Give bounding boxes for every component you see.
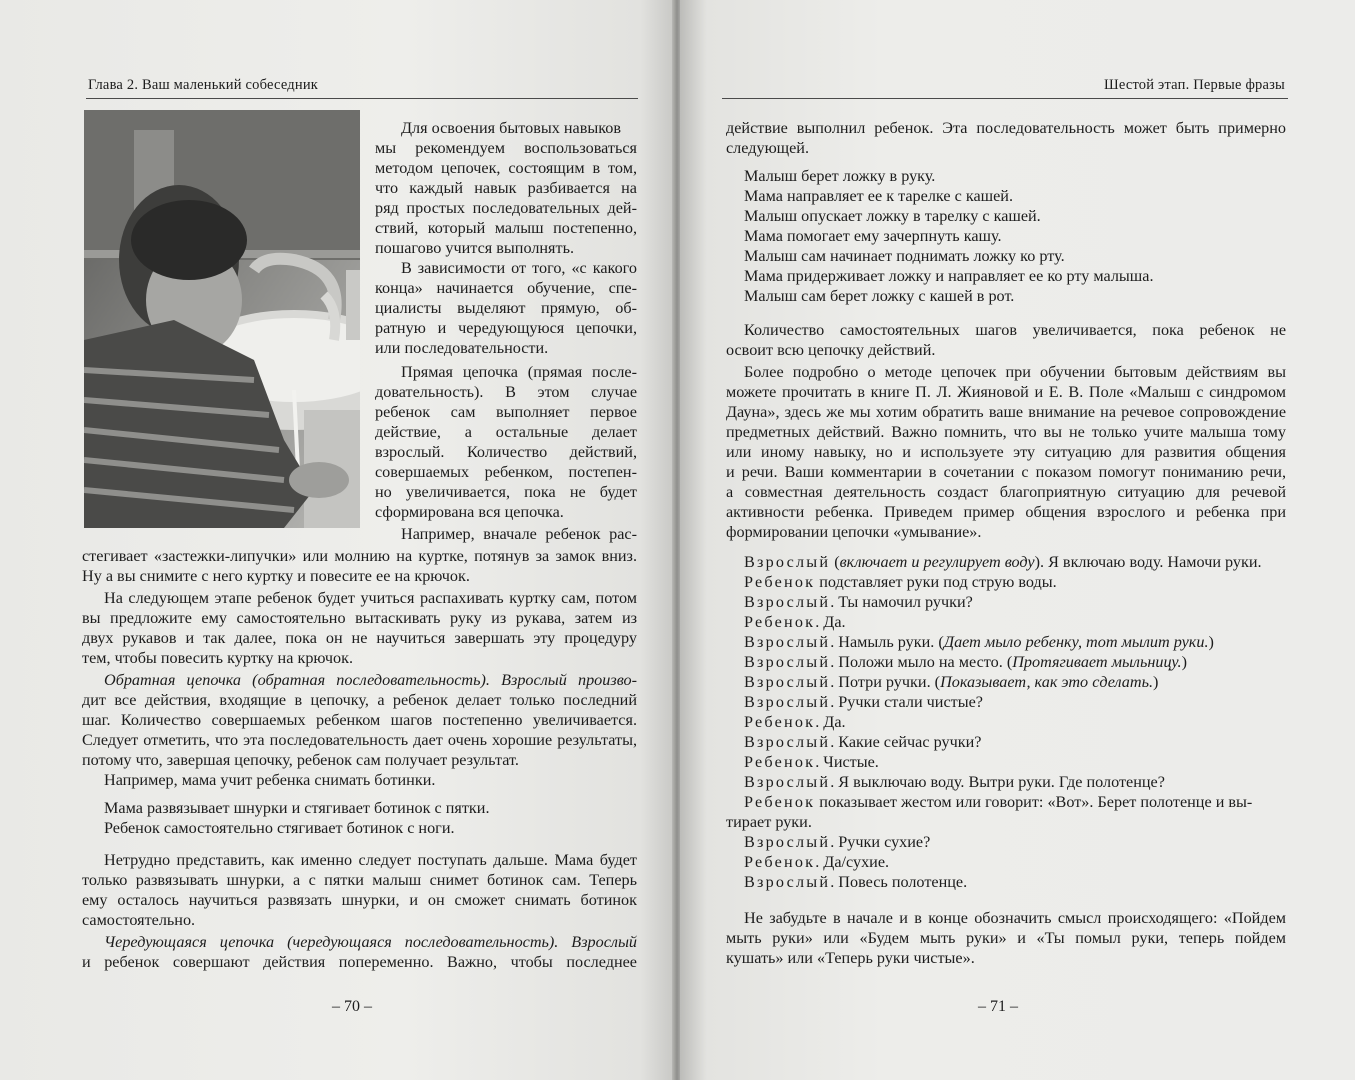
photo-illustration	[84, 110, 360, 528]
dialogue-line: Взрослый (включает и регулирует воду). Я включаю воду. Намочи руки.	[744, 553, 1262, 571]
text-line: ряд простых последовательных дей-	[375, 199, 637, 217]
text-line: конца» начинается обучение, спе-	[375, 279, 637, 297]
utterance: Да/сухие.	[823, 853, 890, 871]
text-line: Дауна», здесь же мы хотим обратить ваше внимание на речевое сопровождение	[726, 403, 1286, 421]
text-line: но увеличивается, пока не будет	[375, 483, 637, 501]
utterance: подставляет руки под струю воды.	[819, 573, 1057, 591]
text-line: Чередующаяся цепочка (чередующаяся последовательность). Взрослый	[104, 933, 637, 951]
dialogue-line: Взрослый. Ручки стали чистые?	[744, 693, 983, 711]
text-line: шаг. Количество совершаемых ребенком шагов постепенно увеличивается.	[82, 711, 637, 729]
dialogue-line: Взрослый. Намыль руки. (Дает мыло ребенку, тот мылит руки.)	[744, 633, 1214, 651]
utterance: Да.	[823, 613, 846, 631]
utterance: Ты намочил ручки?	[838, 593, 973, 611]
dialogue-line: Взрослый. Ручки сухие?	[744, 833, 931, 851]
dialogue-line: Ребенок. Да.	[744, 613, 846, 631]
page-number-right: – 71 –	[978, 998, 1018, 1015]
text-line: вы предложите ему самостоятельно вытаскивать руку из рукава, затем из	[82, 609, 637, 627]
text-line: стегивает «застежки-липучки» или молнию на куртке, потянув за замок вниз.	[82, 547, 637, 565]
dialogue-line: Взрослый. Ты намочил ручки?	[744, 593, 973, 611]
utterance: Повесь полотенце.	[838, 873, 968, 891]
text-line: мыть руки» или «Будем мыть руки» и «Ты помыл руки, теперь пойдем	[726, 929, 1286, 947]
dialogue-line: Взрослый. Повесь полотенце.	[744, 873, 968, 891]
dialogue-line: тирает руки.	[726, 813, 812, 831]
text-line: взрослый. Количество действий,	[375, 443, 637, 461]
text-line: кушать» или «Теперь руки чистые».	[726, 949, 975, 967]
text-line: действие выполнил ребенок. Эта последовательность может быть примерно	[726, 119, 1286, 137]
text-line: и ребенок совершают действия попеременно. Важно, чтобы последнее	[82, 953, 637, 971]
text-line: В зависимости от того, «с какого	[401, 259, 637, 277]
text-line: пошагово учится выполнять.	[375, 239, 575, 257]
utterance: Ручки стали чистые?	[838, 693, 983, 711]
header-rule-left	[86, 98, 638, 99]
text-line: Например, мама учит ребенка снимать ботинки.	[104, 771, 436, 789]
speaker-adult: Взрослый	[744, 733, 831, 751]
dialogue-line: Взрослый. Положи мыло на место. (Протягивает мыльницу.)	[744, 653, 1187, 671]
text-line: методом цепочек, состоящим в том,	[375, 159, 637, 177]
text-line: Обратная цепочка (обратная последовательность). Взрослый произво-	[104, 671, 637, 689]
speaker-adult: Взрослый	[744, 653, 831, 671]
dialogue-line: Взрослый. Какие сейчас ручки?	[744, 733, 982, 751]
text-line: или последовательности.	[375, 339, 549, 357]
text-line: Ну а вы снимите с него куртку и повесите ее на крючок.	[82, 567, 470, 585]
text-line: Не забудьте в начале и в конце обозначить смысл происходящего: «Пойдем	[744, 909, 1286, 927]
left-page	[0, 0, 674, 1080]
text-line: действие, а остальные делает	[375, 423, 637, 441]
right-page	[680, 0, 1355, 1080]
speaker-child: Ребенок	[744, 793, 816, 811]
text-line: ствий, который малыш постепенно,	[375, 219, 637, 237]
stage-direction: Дает мыло ребенку, тот мылит руки.	[943, 633, 1209, 651]
speaker-adult: Взрослый	[744, 773, 831, 791]
page-number-left: – 70 –	[332, 998, 372, 1015]
text-line: и речи. Ваши комментарии в сочетании с показом помогут пониманию речи,	[726, 463, 1286, 481]
text-line: Мама развязывает шнурки и стягивает ботинок с пятки.	[104, 799, 490, 817]
speaker-adult: Взрослый	[744, 593, 831, 611]
text-line: Малыш берет ложку в руку.	[744, 167, 936, 185]
dialogue-line	[744, 792, 1252, 812]
text-line: а совместная деятельность создаст благоприятную ситуацию для речевой	[726, 483, 1286, 501]
dialogue-line: Ребенок. Чистые.	[744, 753, 879, 771]
text-line: Прямая цепочка (прямая после-	[401, 363, 637, 381]
text-line: следующей.	[726, 139, 810, 157]
text-line: Нетрудно представить, как именно следует поступать дальше. Мама будет	[104, 851, 637, 869]
text-line: тем, чтобы повесить куртку на крючок.	[82, 649, 354, 667]
utterance: показывает жестом или говорит: «Вот». Берет полотенце и вы-	[819, 793, 1253, 811]
speaker-adult: Взрослый	[744, 693, 831, 711]
text-line: можете прочитать в книге П. Л. Жияновой и Е. В. Поле «Малыш с синдромом	[726, 383, 1286, 401]
header-rule-right	[722, 98, 1288, 99]
text-line: Малыш сам начинает поднимать ложку ко рту.	[744, 247, 1065, 265]
running-head-right: Шестой этап. Первые фразы	[1104, 77, 1285, 93]
text-line: сформирована вся цепочка.	[375, 503, 564, 521]
text-line: дит все действия, входящие в цепочку, а ребенок делает только последний	[82, 691, 637, 709]
utterance: Потри ручки.	[838, 673, 931, 691]
running-head-left: Глава 2. Ваш маленький собеседник	[88, 77, 319, 93]
text-line: самостоятельно.	[82, 911, 196, 929]
speaker-child: Ребенок	[744, 573, 816, 591]
utterance: Чистые.	[823, 753, 879, 771]
utterance: Да.	[823, 713, 846, 731]
text-line: или иному навыку, но и используете эту ситуацию для развития общения	[726, 443, 1286, 461]
utterance: Намыль руки.	[838, 633, 935, 651]
text-line: Мама помогает ему зачерпнуть кашу.	[744, 227, 1002, 245]
text-line: мы рекомендуем воспользоваться	[375, 139, 637, 157]
speaker-adult: Взрослый	[744, 673, 831, 691]
text-line: Мама направляет ее к тарелке с кашей.	[744, 187, 1014, 205]
text-line: ратную и чередующуюся цепочки,	[375, 319, 637, 337]
text-line: Например, вначале ребенок рас-	[401, 525, 637, 543]
stage-direction: Показывает, как это сделать.	[940, 673, 1153, 691]
text-line: освоит всю цепочку действий.	[726, 341, 936, 359]
dialogue-line: Ребенок. Да.	[744, 713, 846, 731]
speaker-adult: Взрослый	[744, 553, 831, 571]
text-line: Количество самостоятельных шагов увеличивается, пока ребенок не	[744, 321, 1286, 339]
text-line: активности ребенка. Приведем пример общения взрослого и ребенка при	[726, 503, 1286, 521]
text-line: предметных действий. Важно помнить, что вы не только учите малыша тому	[726, 423, 1286, 441]
dialogue-line: Взрослый. Я выключаю воду. Вытри руки. Где полотенце?	[744, 773, 1165, 791]
text-line: Мама придерживает ложку и направляет ее ко рту малыша.	[744, 267, 1154, 285]
dialogue-line: Ребенок. Да/сухие.	[744, 853, 890, 871]
stage-direction: включает и регулирует воду	[839, 553, 1035, 571]
speaker-child: Ребенок	[744, 753, 816, 771]
text-line: Для освоения бытовых навыков	[401, 119, 621, 137]
text-line: Малыш опускает ложку в тарелку с кашей.	[744, 207, 1041, 225]
text-line: двух рукавов и так далее, пока он не научиться завершать эту процедуру	[82, 629, 637, 647]
speaker-child: Ребенок	[744, 713, 816, 731]
text-line: циалисты выделяют прямую, об-	[375, 299, 637, 317]
text-line: На следующем этапе ребенок будет учиться распахивать куртку сам, потом	[104, 589, 637, 607]
speaker-adult: Взрослый	[744, 833, 831, 851]
utterance: Ручки сухие?	[838, 833, 931, 851]
speaker-child: Ребенок	[744, 613, 816, 631]
text-line: ему осталось научиться развязать шнурки, и он сможет снимать ботинок	[82, 891, 637, 909]
utterance: Какие сейчас ручки?	[838, 733, 982, 751]
text-line: Следует отметить, что эта последовательность дает очень хорошие результаты,	[82, 731, 637, 749]
speaker-child: Ребенок	[744, 853, 816, 871]
utterance: Я выключаю воду. Вытри руки. Где полотенце?	[838, 773, 1165, 791]
speaker-adult: Взрослый	[744, 873, 831, 891]
utterance: Я включаю воду. Намочи руки.	[1048, 553, 1262, 571]
text-line: формировании цепочки «умывание».	[726, 523, 982, 541]
text-line: Малыш сам берет ложку с кашей в рот.	[744, 287, 1015, 305]
utterance: Положи мыло на место.	[838, 653, 1003, 671]
text-line: совершаемых ребенком, постепен-	[375, 463, 637, 481]
text-line: Более подробно о методе цепочек при обучении бытовым действиям вы	[744, 363, 1286, 381]
dialogue-line	[744, 572, 1057, 592]
speaker-adult: Взрослый	[744, 633, 831, 651]
text-line: довательность). В этом случае	[375, 383, 637, 401]
text-line: только развязывать шнурки, а с пятки малыш снимет ботинок сам. Теперь	[82, 871, 637, 889]
text-line: Ребенок самостоятельно стягивает ботинок с ноги.	[104, 819, 455, 837]
dialogue-line: Взрослый. Потри ручки. (Показывает, как это сделать.)	[744, 673, 1159, 691]
text-line: ребенок сам выполняет первое	[375, 403, 637, 421]
text-line: потому что, завершая цепочку, ребенок сам получает результат.	[82, 751, 519, 769]
text-line: что каждый навык разбивается на	[375, 179, 637, 197]
photo-child-washing-hands	[84, 110, 360, 528]
stage-direction: Протягивает мыльницу.	[1012, 653, 1182, 671]
